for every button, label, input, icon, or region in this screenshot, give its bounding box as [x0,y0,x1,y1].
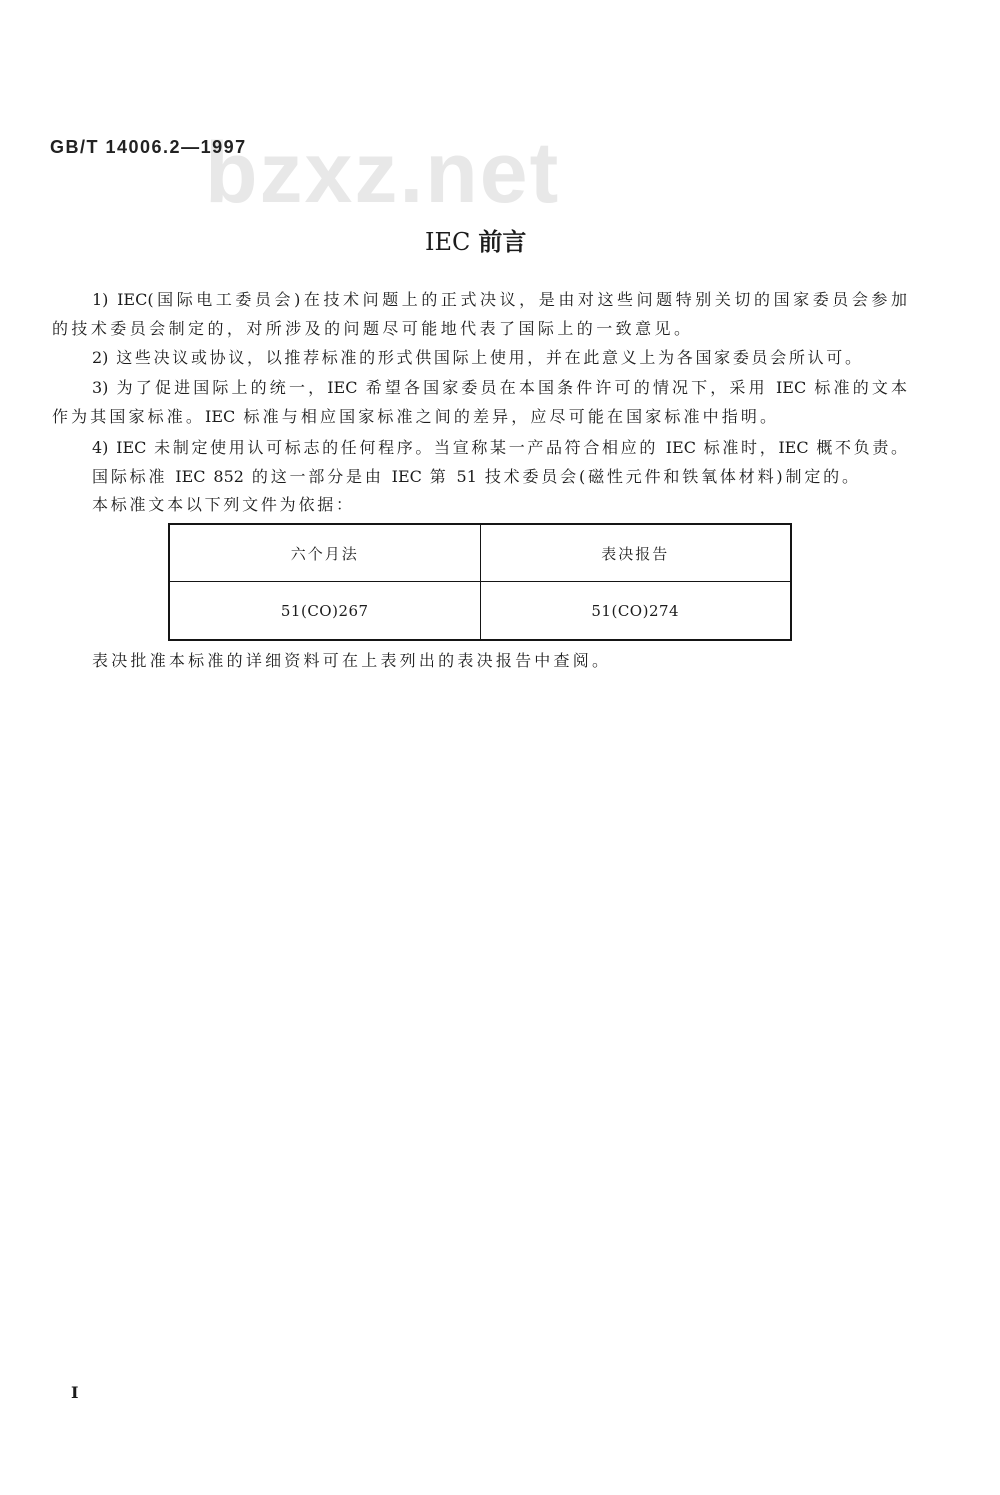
paragraph-2-line-1: 2) 这些决议或协议，以推荐标准的形式供国际上使用，并在此意义上为各国家委员会所认可。 [92,348,861,367]
approval-note: 表决批准本标准的详细资料可在上表列出的表决报告中查阅。 [92,651,608,670]
title-main: 前言 [478,227,527,256]
page-number: I [71,1383,79,1402]
standard-code: GB/T 14006.2—1997 [50,137,247,157]
table-cell: 51(CO)274 [480,582,791,641]
voting-documents-table [168,523,792,641]
title-prefix: IEC [425,228,471,256]
paragraph-1-line-2: 的技术委员会制定的，对所涉及的问题尽可能地代表了国际上的一致意见。 [52,319,690,338]
paragraph-6-line-1: 本标准文本以下列文件为依据： [92,495,352,514]
table-header-row [169,524,791,582]
table-header-cell: 六个月法 [169,524,480,582]
table-row [169,582,791,641]
paragraph-3-line-1: 3) 为了促进国际上的统一，IEC 希望各国家委员在本国条件许可的情况下，采用 IEC 标准的文本 [92,378,907,397]
watermark: bzxz.net [205,125,561,221]
paragraph-1-line-1: 1) IEC(国际电工委员会)在技术问题上的正式决议，是由对这些问题特别关切的国家委员会参加 [92,290,907,309]
paragraph-5-line-1: 国际标准 IEC 852 的这一部分是由 IEC 第 51 技术委员会(磁性元件和铁氧体材料)制定的。 [92,467,858,486]
table-header-cell: 表决报告 [480,524,791,582]
paragraph-3-line-2: 作为其国家标准。IEC 标准与相应国家标准之间的差异，应尽可能在国家标准中指明。 [52,407,776,426]
page-title [425,227,526,257]
table-cell: 51(CO)267 [169,582,480,641]
paragraph-4-line-1: 4) IEC 未制定使用认可标志的任何程序。当宣称某一产品符合相应的 IEC 标准时，IEC 概不负责。 [92,438,907,457]
